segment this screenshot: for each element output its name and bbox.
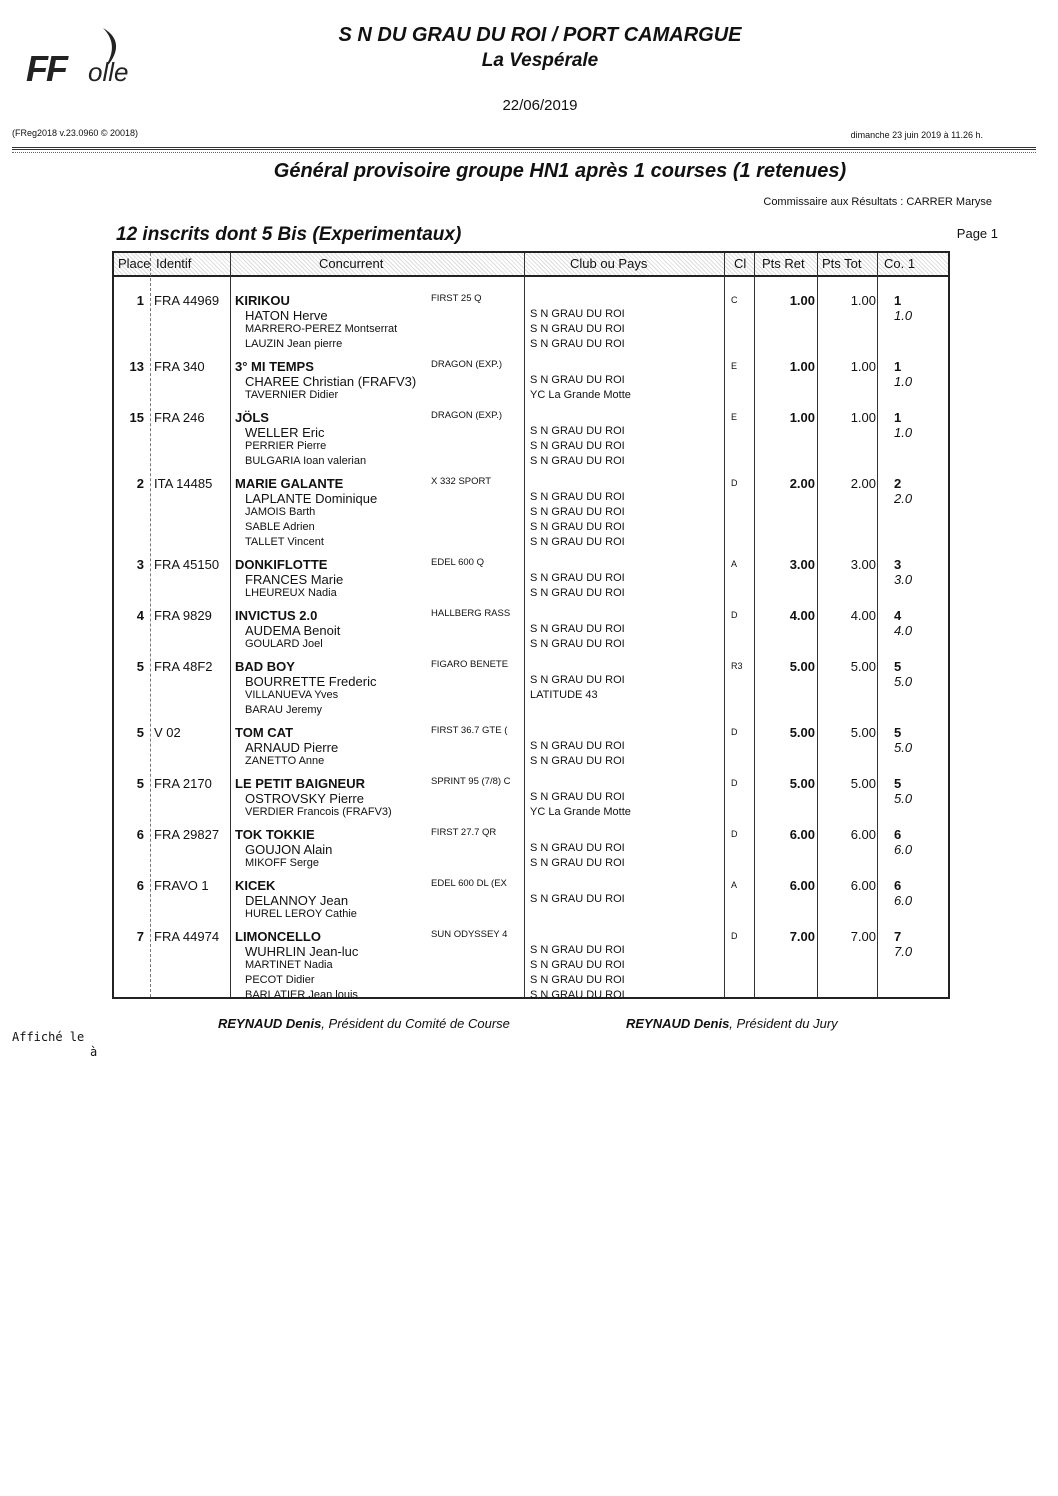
- crew-member: [114, 893, 948, 908]
- crew-club: S N GRAU DU ROI: [530, 974, 625, 986]
- race1-rank: 1: [894, 410, 902, 425]
- race1-rank: 5: [894, 776, 902, 791]
- crew-name: WELLER Eric: [245, 425, 325, 440]
- header-club: Club ou Pays: [570, 256, 648, 271]
- crew-club: S N GRAU DU ROI: [530, 740, 625, 752]
- header-place: Place: [118, 256, 151, 271]
- boat-type: FIRST 36.7 GTE (: [431, 725, 508, 736]
- class-cell: D: [731, 931, 738, 941]
- race1-rank: 6: [894, 878, 902, 893]
- class-cell: A: [731, 559, 738, 569]
- race1-rank: 2: [894, 476, 902, 491]
- race1-rank: 1: [894, 293, 902, 308]
- crew-name: BARAU Jeremy: [245, 704, 323, 716]
- pts-tot-cell: 1.00: [850, 359, 876, 374]
- crew-name: ZANETTO Anne: [245, 755, 325, 767]
- signature-jury: [626, 1016, 838, 1031]
- crew-club: S N GRAU DU ROI: [530, 374, 625, 386]
- boat-name: LIMONCELLO: [235, 929, 321, 944]
- crew-member: [114, 674, 948, 689]
- header-pts-tot: Pts Tot: [822, 256, 862, 271]
- pts-ret-cell: 1.00: [789, 293, 815, 308]
- event-date: 22/06/2019: [502, 97, 578, 114]
- pts-tot-cell: 5.00: [850, 776, 876, 791]
- crew-club: S N GRAU DU ROI: [530, 536, 625, 548]
- crew-club: S N GRAU DU ROI: [530, 623, 625, 635]
- place-cell: 5: [136, 725, 144, 740]
- boat-type: SUN ODYSSEY 4: [431, 929, 508, 940]
- race1-rank: 7: [894, 929, 902, 944]
- ranking-title: Général provisoire groupe HN1 après 1 courses (1 retenues): [273, 160, 847, 182]
- crew-name: MARRERO-PEREZ Montserrat: [245, 323, 398, 335]
- race1-score: 4.0: [894, 623, 913, 638]
- place-cell: 13: [129, 359, 144, 374]
- pts-tot-cell: 5.00: [850, 659, 876, 674]
- crew-name: LHEUREUX Nadia: [245, 587, 337, 599]
- race1-score: 6.0: [894, 842, 913, 857]
- crew-name: PERRIER Pierre: [245, 440, 327, 452]
- identif-cell: FRA 2170: [154, 776, 212, 791]
- crew-name: OSTROVSKY Pierre: [245, 791, 364, 806]
- crew-club: S N GRAU DU ROI: [530, 440, 625, 452]
- place-cell: 6: [136, 827, 144, 842]
- sig1-name: REYNAUD Denis: [218, 1016, 322, 1031]
- crew-member: [114, 989, 948, 1004]
- crew-club: S N GRAU DU ROI: [530, 791, 625, 803]
- race1-score: 2.0: [894, 491, 913, 506]
- crew-member: [114, 806, 948, 821]
- class-cell: E: [731, 361, 738, 371]
- crew-club: YC La Grande Motte: [530, 389, 631, 401]
- crew-member: [114, 974, 948, 989]
- pts-ret-cell: 3.00: [789, 557, 815, 572]
- class-cell: D: [731, 478, 738, 488]
- identif-cell: FRA 45150: [154, 557, 220, 572]
- logo-text: FF olle: [26, 48, 129, 89]
- race1-rank: 4: [894, 608, 902, 623]
- boat-type: X 332 SPORT: [431, 476, 492, 487]
- crew-name: MIKOFF Serge: [245, 857, 319, 869]
- boat-type: HALLBERG RASS: [431, 608, 511, 619]
- identif-cell: FRA 9829: [154, 608, 212, 623]
- race1-rank: 5: [894, 725, 902, 740]
- header-rule: [12, 147, 1036, 150]
- crew-name: TAVERNIER Didier: [245, 389, 339, 401]
- race1-score: 7.0: [894, 944, 913, 959]
- crew-member: [114, 689, 948, 704]
- pts-tot-cell: 6.00: [850, 878, 876, 893]
- crew-name: BARLATIER Jean louis: [245, 989, 358, 1001]
- entries-summary: 12 inscrits dont 5 Bis (Experimentaux): [116, 224, 462, 245]
- crew-club: S N GRAU DU ROI: [530, 572, 625, 584]
- signature-course-committee: [218, 1016, 510, 1031]
- place-cell: 1: [136, 293, 144, 308]
- place-cell: 2: [136, 476, 144, 491]
- race1-score: 1.0: [894, 425, 913, 440]
- boat-name: JÖLS: [235, 410, 269, 425]
- crew-member: [114, 374, 948, 389]
- crew-name: LAPLANTE Dominique: [245, 491, 378, 506]
- race1-rank: 1: [894, 359, 902, 374]
- boat-name: MARIE GALANTE: [235, 476, 344, 491]
- class-cell: D: [731, 610, 738, 620]
- boat-name: TOM CAT: [235, 725, 294, 740]
- boat-type: SPRINT 95 (7/8) C: [431, 776, 511, 787]
- pts-tot-cell: 1.00: [850, 293, 876, 308]
- boat-type: FIRST 25 Q: [431, 293, 482, 304]
- crew-name: PECOT Didier: [245, 974, 315, 986]
- crew-name: CHAREE Christian (FRAFV3): [245, 374, 417, 389]
- crew-member: [114, 338, 948, 353]
- race1-score: 6.0: [894, 893, 913, 908]
- crew-club: S N GRAU DU ROI: [530, 755, 625, 767]
- boat-name: 3° MI TEMPS: [235, 359, 314, 374]
- boat-name: KIRIKOU: [235, 293, 290, 308]
- crew-club: S N GRAU DU ROI: [530, 959, 625, 971]
- crew-member: [114, 587, 948, 602]
- pts-ret-cell: 6.00: [789, 827, 815, 842]
- place-cell: 15: [129, 410, 144, 425]
- crew-club: S N GRAU DU ROI: [530, 674, 625, 686]
- posting-time-label: à: [90, 1045, 98, 1059]
- crew-member: [114, 623, 948, 638]
- crew-name: VERDIER Francois (FRAFV3): [245, 806, 392, 818]
- crew-club: S N GRAU DU ROI: [530, 491, 625, 503]
- crew-club: S N GRAU DU ROI: [530, 944, 625, 956]
- commissaire: Commissaire aux Résultats : CARRER Maryse: [763, 196, 992, 208]
- crew-club: S N GRAU DU ROI: [530, 323, 625, 335]
- race1-score: 1.0: [894, 374, 913, 389]
- class-cell: D: [731, 829, 738, 839]
- header-cl: Cl: [734, 256, 747, 271]
- sig2-name: REYNAUD Denis: [626, 1016, 730, 1031]
- pts-tot-cell: 1.00: [850, 410, 876, 425]
- crew-member: [114, 440, 948, 455]
- crew-name: BOURRETTE Frederic: [245, 674, 377, 689]
- race1-score: 1.0: [894, 308, 913, 323]
- class-cell: D: [731, 727, 738, 737]
- identif-cell: V 02: [154, 725, 181, 740]
- crew-member: [114, 857, 948, 872]
- crew-name: GOUJON Alain: [245, 842, 333, 857]
- crew-member: [114, 638, 948, 653]
- pts-ret-cell: 7.00: [789, 929, 815, 944]
- pts-tot-cell: 2.00: [850, 476, 876, 491]
- crew-name: VILLANUEVA Yves: [245, 689, 339, 701]
- class-cell: R3: [731, 661, 743, 671]
- race1-rank: 3: [894, 557, 902, 572]
- race1-rank: 6: [894, 827, 902, 842]
- crew-member: [114, 791, 948, 806]
- class-cell: D: [731, 778, 738, 788]
- pts-ret-cell: 5.00: [789, 659, 815, 674]
- header-identif: Identif: [156, 256, 192, 271]
- pts-ret-cell: 4.00: [789, 608, 815, 623]
- boat-type: FIRST 27.7 QR: [431, 827, 497, 838]
- crew-member: [114, 755, 948, 770]
- place-cell: 5: [136, 659, 144, 674]
- crew-name: BULGARIA Ioan valerian: [245, 455, 367, 467]
- crew-name: DELANNOY Jean: [245, 893, 349, 908]
- race1-rank: 5: [894, 659, 902, 674]
- crew-member: [114, 491, 948, 506]
- class-cell: E: [731, 412, 738, 422]
- crew-member: [114, 704, 948, 719]
- boat-name: INVICTUS 2.0: [235, 608, 318, 623]
- posting-date-label: Affiché le: [12, 1030, 85, 1044]
- crew-member: [114, 536, 948, 551]
- crew-member: [114, 944, 948, 959]
- crew-club: S N GRAU DU ROI: [530, 521, 625, 533]
- identif-cell: FRA 29827: [154, 827, 220, 842]
- place-cell: 3: [136, 557, 144, 572]
- pts-tot-cell: 6.00: [850, 827, 876, 842]
- print-timestamp: dimanche 23 juin 2019 à 11.26 h.: [850, 130, 983, 140]
- identif-cell: FRA 246: [154, 410, 205, 425]
- crew-club: S N GRAU DU ROI: [530, 338, 625, 350]
- crew-name: JAMOIS Barth: [245, 506, 316, 518]
- crew-name: GOULARD Joel: [245, 638, 323, 650]
- crew-club: S N GRAU DU ROI: [530, 455, 625, 467]
- place-cell: 5: [136, 776, 144, 791]
- crew-club: S N GRAU DU ROI: [530, 638, 625, 650]
- identif-cell: FRA 340: [154, 359, 205, 374]
- sig2-role: , Président du Jury: [729, 1016, 838, 1031]
- page-number: Page 1: [956, 226, 998, 241]
- pts-ret-cell: 5.00: [789, 776, 815, 791]
- pts-ret-cell: 6.00: [789, 878, 815, 893]
- crew-member: [114, 389, 948, 404]
- boat-type: DRAGON (EXP.): [431, 359, 503, 370]
- pts-tot-cell: 4.00: [850, 608, 876, 623]
- club-title: S N DU GRAU DU ROI / PORT CAMARGUE: [338, 24, 742, 46]
- pts-tot-cell: 3.00: [850, 557, 876, 572]
- race1-score: 5.0: [894, 791, 913, 806]
- sig1-role: , Président du Comité de Course: [321, 1016, 510, 1031]
- crew-name: TALLET Vincent: [245, 536, 324, 548]
- place-cell: 6: [136, 878, 144, 893]
- crew-member: [114, 455, 948, 470]
- identif-cell: FRA 44969: [154, 293, 220, 308]
- crew-member: [114, 425, 948, 440]
- race1-score: 3.0: [894, 572, 913, 587]
- race1-score: 5.0: [894, 740, 913, 755]
- pts-tot-cell: 7.00: [850, 929, 876, 944]
- crew-member: [114, 506, 948, 521]
- crew-name: AUDEMA Benoit: [245, 623, 341, 638]
- crew-member: [114, 308, 948, 323]
- results-table: [112, 251, 950, 999]
- crew-club: S N GRAU DU ROI: [530, 506, 625, 518]
- crew-club: S N GRAU DU ROI: [530, 842, 625, 854]
- boat-name: TOK TOKKIE: [235, 827, 315, 842]
- identif-cell: ITA 14485: [154, 476, 213, 491]
- boat-type: EDEL 600 DL (EX: [431, 878, 507, 889]
- boat-type: FIGARO BENETE: [431, 659, 509, 670]
- crew-club: S N GRAU DU ROI: [530, 587, 625, 599]
- crew-name: SABLE Adrien: [245, 521, 315, 533]
- crew-member: [114, 572, 948, 587]
- identif-cell: FRA 48F2: [154, 659, 213, 674]
- boat-type: DRAGON (EXP.): [431, 410, 503, 421]
- crew-name: FRANCES Marie: [245, 572, 344, 587]
- crew-club: S N GRAU DU ROI: [530, 857, 625, 869]
- crew-club: S N GRAU DU ROI: [530, 425, 625, 437]
- boat-name: BAD BOY: [235, 659, 295, 674]
- crew-name: HUREL LEROY Cathie: [245, 908, 357, 920]
- boat-name: DONKIFLOTTE: [235, 557, 328, 572]
- boat-name: KICEK: [235, 878, 276, 893]
- boat-name: LE PETIT BAIGNEUR: [235, 776, 366, 791]
- pts-ret-cell: 5.00: [789, 725, 815, 740]
- race1-score: 5.0: [894, 674, 913, 689]
- header-co1: Co. 1: [884, 256, 916, 271]
- crew-name: WUHRLIN Jean-luc: [245, 944, 359, 959]
- class-cell: C: [731, 295, 738, 305]
- crew-member: [114, 959, 948, 974]
- place-cell: 4: [136, 608, 144, 623]
- header-pts-ret: Pts Ret: [762, 256, 805, 271]
- crew-member: [114, 842, 948, 857]
- crew-name: ARNAUD Pierre: [245, 740, 339, 755]
- pts-ret-cell: 1.00: [789, 359, 815, 374]
- crew-name: HATON Herve: [245, 308, 328, 323]
- crew-club: LATITUDE 43: [530, 689, 598, 701]
- pts-tot-cell: 5.00: [850, 725, 876, 740]
- crew-club: YC La Grande Motte: [530, 806, 631, 818]
- software-version: (FReg2018 v.23.0960 © 20018): [12, 128, 139, 138]
- crew-member: [114, 908, 948, 923]
- pts-ret-cell: 2.00: [789, 476, 815, 491]
- pts-ret-cell: 1.00: [789, 410, 815, 425]
- crew-club: S N GRAU DU ROI: [530, 308, 625, 320]
- header-rule-dotted: [12, 152, 1036, 153]
- identif-cell: FRAVO 1: [154, 878, 209, 893]
- place-cell: 7: [136, 929, 144, 944]
- identif-cell: FRA 44974: [154, 929, 220, 944]
- posting-note: [12, 1030, 97, 1060]
- header-concurrent: Concurrent: [319, 256, 384, 271]
- ffvoile-logo: [20, 30, 180, 90]
- crew-member: [114, 521, 948, 536]
- crew-member: [114, 323, 948, 338]
- crew-member: [114, 740, 948, 755]
- boat-type: EDEL 600 Q: [431, 557, 484, 568]
- crew-club: S N GRAU DU ROI: [530, 989, 625, 1001]
- crew-name: LAUZIN Jean pierre: [245, 338, 343, 350]
- crew-name: MARTINET Nadia: [245, 959, 333, 971]
- event-title: La Vespérale: [481, 50, 599, 71]
- crew-club: S N GRAU DU ROI: [530, 893, 625, 905]
- class-cell: A: [731, 880, 738, 890]
